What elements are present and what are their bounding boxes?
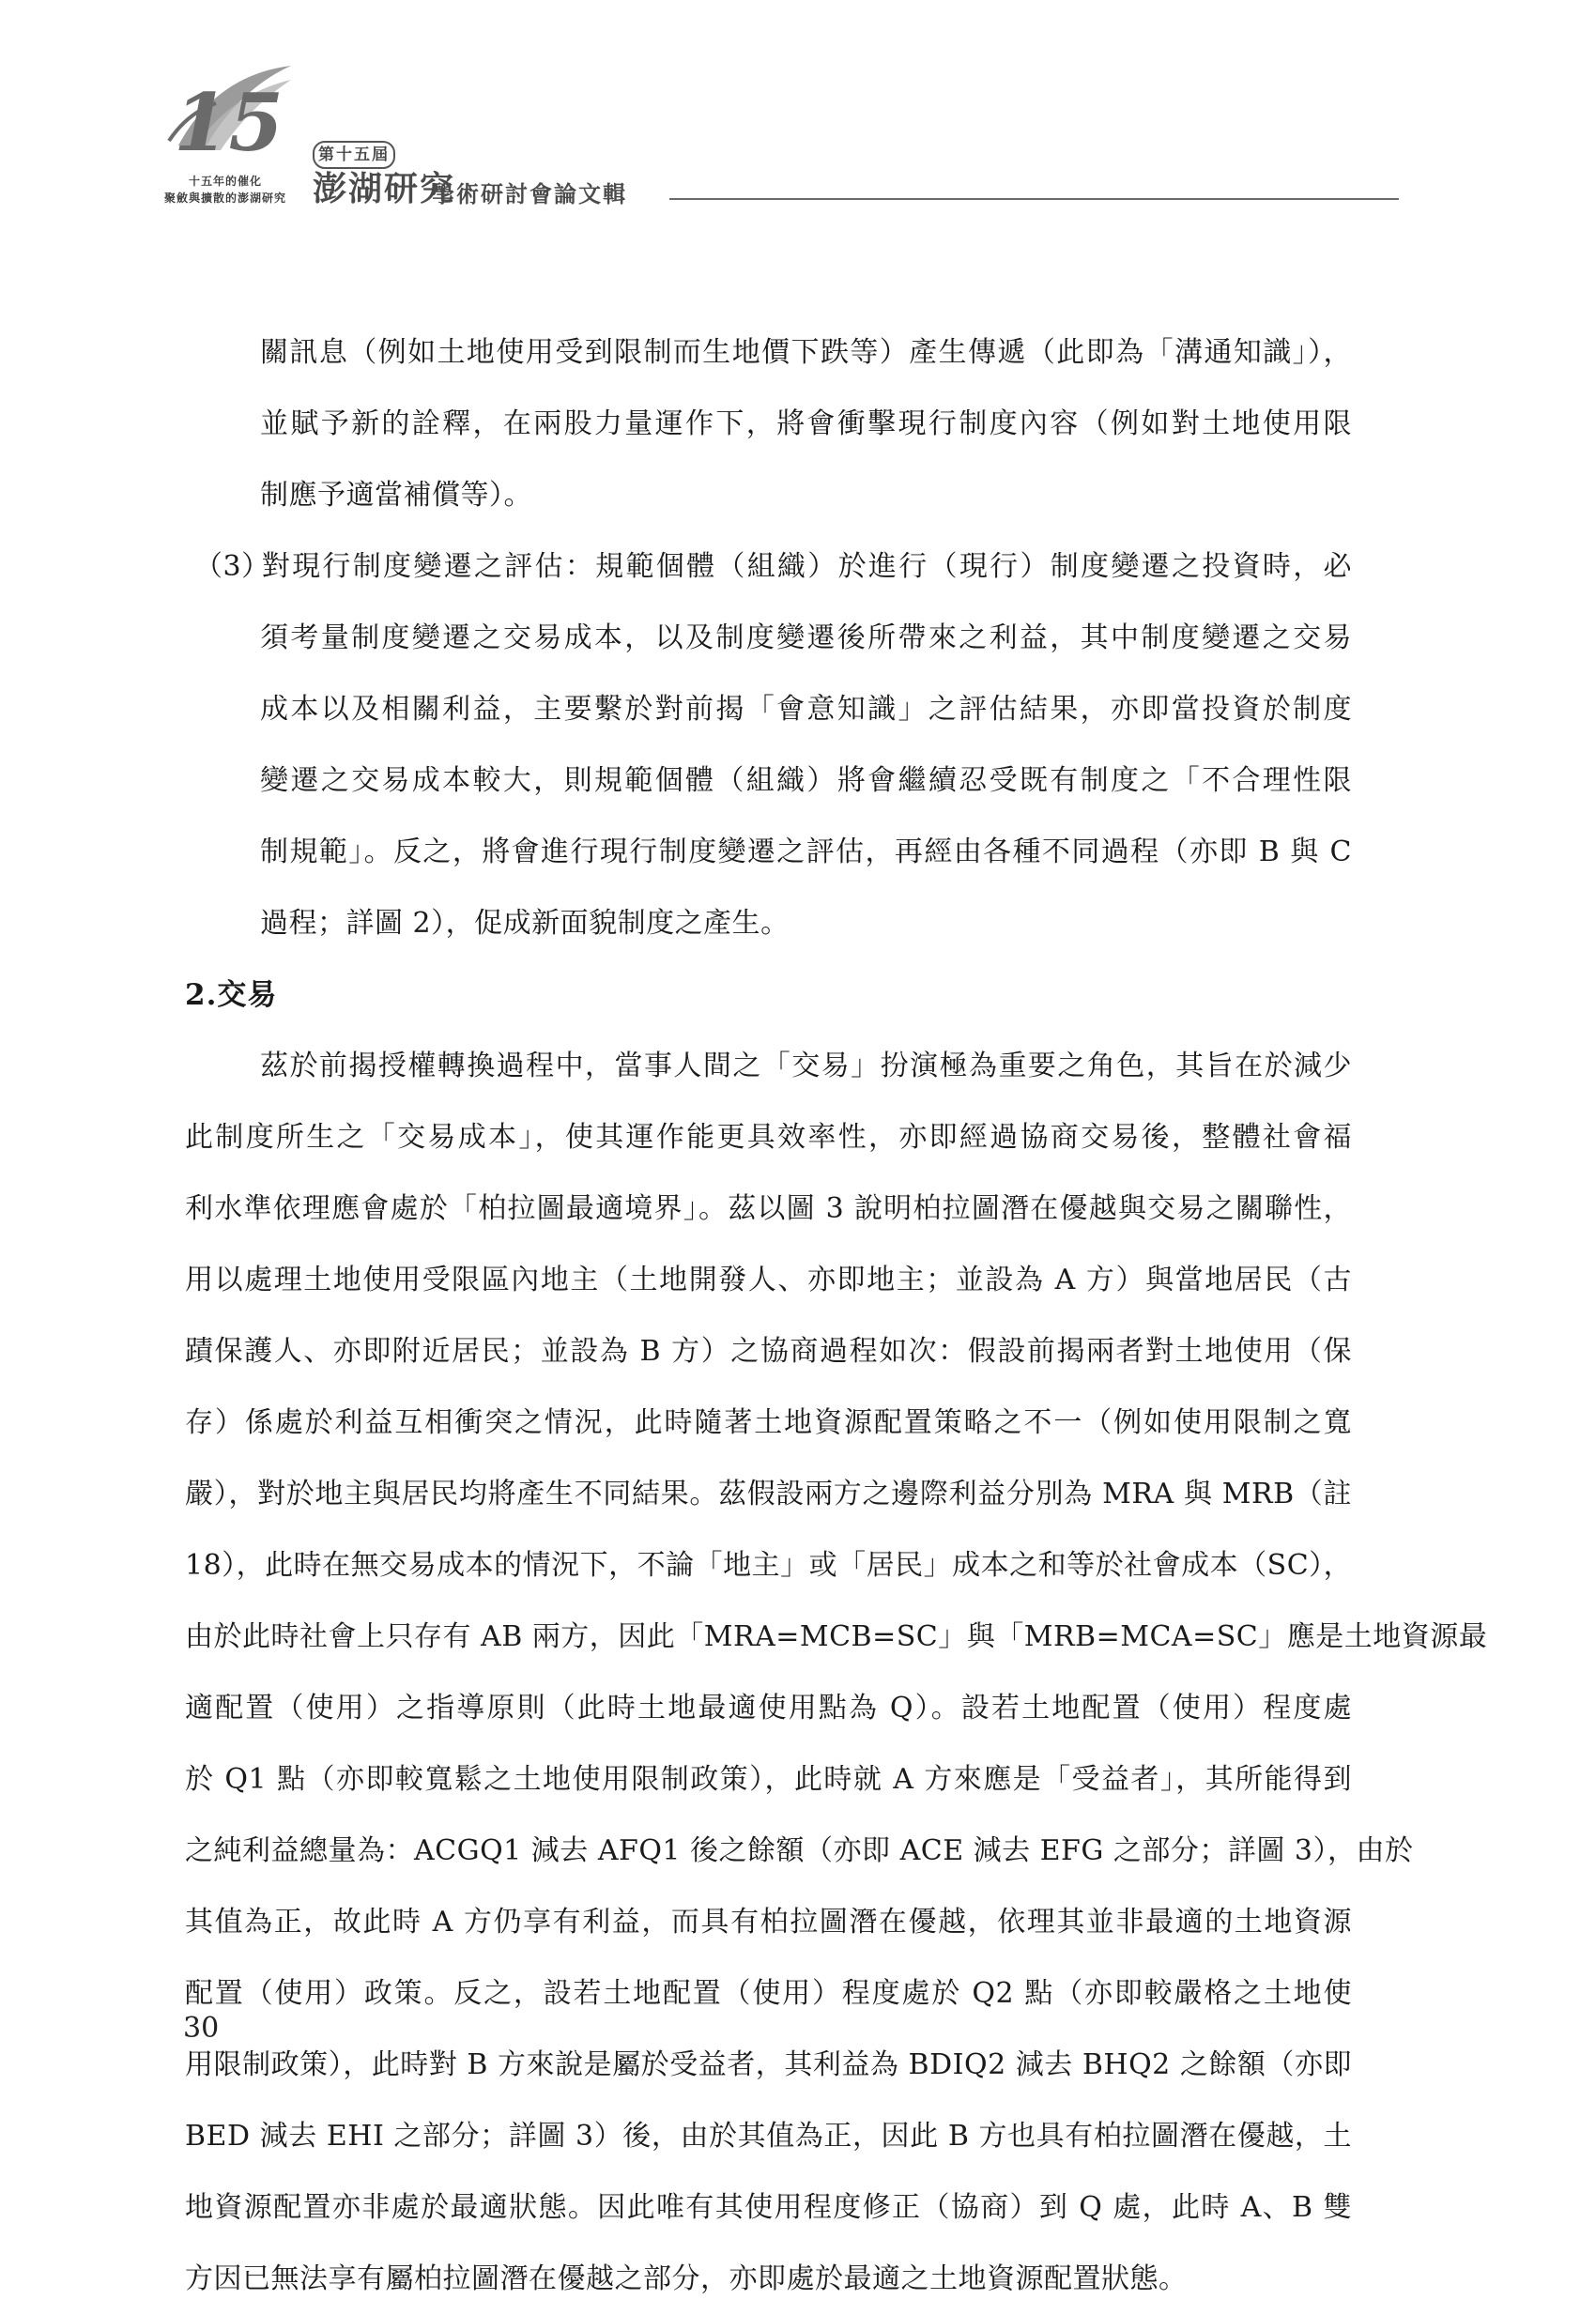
intro-continuation-paragraph: [185, 317, 1352, 531]
logo-number: 15: [174, 76, 284, 169]
text-line: BED 減去 EHI 之部分；詳圖 3）後，由於其值為正，因此 B 方也具有柏拉圖潛在優越，土: [185, 2120, 1352, 2153]
text-line: 之純利益總量為：ACGQ1 減去 AFQ1 後之餘額（亦即 ACE 減去 EFG 之部分；詳圖 3），由於: [185, 1834, 1414, 1867]
list-item-marker: （3）: [194, 550, 270, 583]
text-line: 用限制政策），此時對 B 方來說是屬於受益者，其利益為 BDIQ2 減去 BHQ2 之餘額（亦即: [185, 2048, 1352, 2081]
section-paragraph: [185, 1031, 1488, 2315]
conference-edition-badge: 第十五屆: [313, 141, 395, 169]
text-line: 於 Q1 點（亦即較寬鬆之土地使用限制政策），此時就 A 方來應是「受益者」，其所能得到: [185, 1763, 1352, 1796]
text-line: 地資源配置亦非處於最適狀態。因此唯有其使用程度修正（協商）到 Q 處，此時 A、B 雙: [185, 2191, 1352, 2224]
text-line: 蹟保護人、亦即附近居民；並設為 B 方）之協商過程如次：假設前揭兩者對土地使用（保: [185, 1335, 1352, 1368]
text-line: 過程；詳圖 2），促成新面貌制度之產生。: [260, 907, 790, 940]
text-line: 18），此時在無交易成本的情況下，不論「地主」或「居民」成本之和等於社會成本（SC），: [185, 1549, 1353, 1582]
text-line: 由於此時社會上只存有 AB 兩方，因此「MRA=MCB=SC」與「MRB=MCA=SC」應是土地資源最: [185, 1620, 1488, 1653]
text-line: 利水準依理應會處於「柏拉圖最適境界」。茲以圖 3 說明柏拉圖潛在優越與交易之關聯性，: [185, 1192, 1352, 1225]
logo-15-emblem-icon: [150, 56, 300, 169]
running-header: [0, 0, 1596, 225]
conference-logo: [150, 56, 300, 207]
page-number: 30: [183, 2012, 220, 2045]
text-line: 其值為正，故此時 A 方仍享有利益，而具有柏拉圖潛在優越，依理其並非最適的土地資源: [185, 1906, 1352, 1939]
list-item-first-line: [185, 531, 1352, 603]
text-line: 須考量制度變遷之交易成本，以及制度變遷後所帶來之利益，其中制度變遷之交易: [260, 621, 1352, 654]
text-line: 適配置（使用）之指導原則（此時土地最適使用點為 Q）。設若土地配置（使用）程度處: [185, 1692, 1352, 1725]
logo-tagline-line1: 十五年的催化: [188, 175, 262, 188]
conference-name: 澎湖研究: [313, 170, 456, 208]
list-item-3: [185, 531, 1352, 959]
header-divider: [669, 198, 1399, 200]
text-line: 配置（使用）政策。反之，設若土地配置（使用）程度處於 Q2 點（亦即較嚴格之土地使: [185, 1977, 1352, 2010]
text-line: 嚴），對於地主與居民均將產生不同結果。茲假設兩方之邊際利益分別為 MRA 與 MRB（註: [185, 1478, 1352, 1510]
logo-tagline-line2: 聚斂與擴散的澎湖研究: [163, 192, 286, 205]
text-line: 方因已無法享有屬柏拉圖潛在優越之部分，亦即處於最適之土地資源配置狀態。: [185, 2262, 1188, 2295]
text-line: 存）係處於利益互相衝突之情況，此時隨著土地資源配置策略之不一（例如使用限制之寬: [185, 1406, 1352, 1439]
page-body: [185, 317, 1488, 2315]
text-line: 制規範」。反之，將會進行現行制度變遷之評估，再經由各種不同過程（亦即 B 與 C: [260, 836, 1352, 868]
text-line: 茲於前揭授權轉換過程中，當事人間之「交易」扮演極為重要之角色，其旨在於減少: [260, 1050, 1352, 1082]
text-line: 此制度所生之「交易成本」，使其運作能更具效率性，亦即經過協商交易後，整體社會福: [185, 1121, 1352, 1154]
text-line: 制應予適當補償等）。: [260, 479, 532, 512]
conference-subtitle: 學術研討會論文輯: [432, 181, 627, 207]
text-line: 成本以及相關利益，主要繫於對前揭「會意知識」之評估結果，亦即當投資於制度: [260, 693, 1352, 726]
text-line: 關訊息（例如土地使用受到限制而生地價下跌等）產生傳遞（此即為「溝通知識」），: [260, 336, 1352, 369]
text-line: 變遷之交易成本較大，則規範個體（組織）將會繼續忍受既有制度之「不合理性限: [260, 764, 1352, 797]
section-heading: 2.交易: [185, 978, 278, 1012]
text-line: 用以處理土地使用受限區內地主（土地開發人、亦即地主；並設為 A 方）與當地居民（古: [185, 1264, 1352, 1296]
text-line: 對現行制度變遷之評估：規範個體（組織）於進行（現行）制度變遷之投資時，必: [260, 550, 1352, 583]
text-line: 並賦予新的詮釋，在兩股力量運作下，將會衝擊現行制度內容（例如對土地使用限: [260, 407, 1352, 440]
